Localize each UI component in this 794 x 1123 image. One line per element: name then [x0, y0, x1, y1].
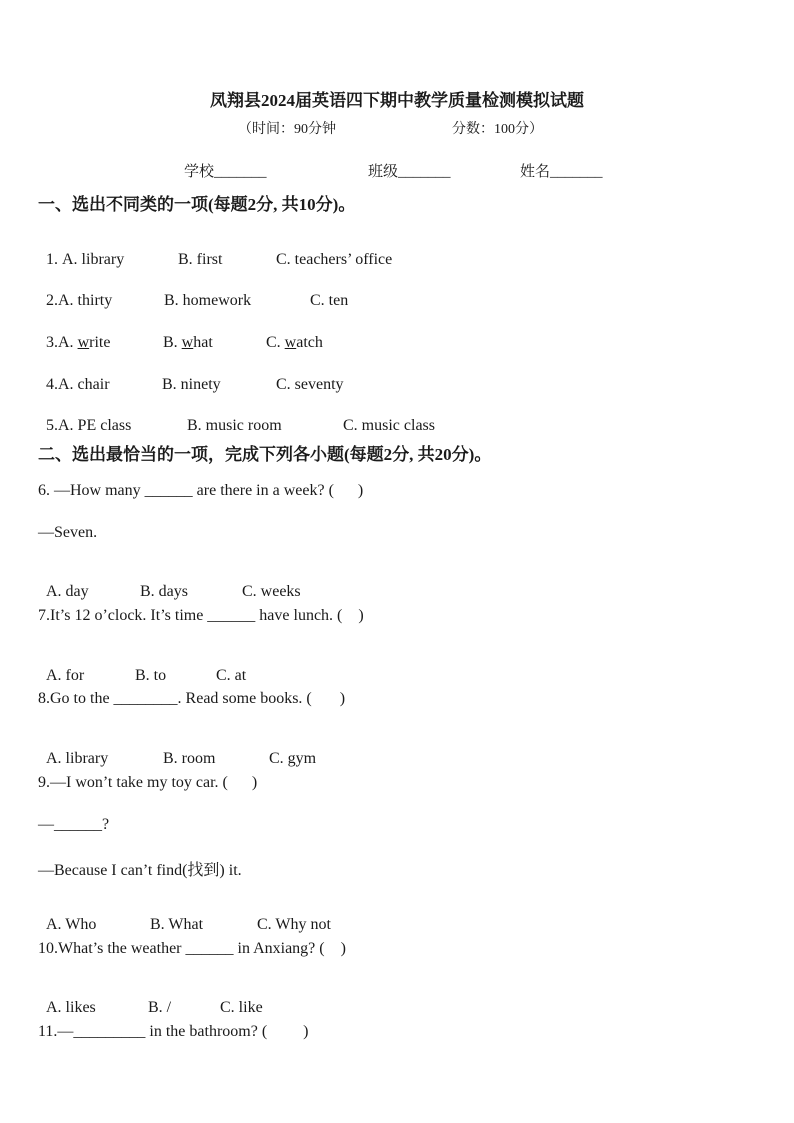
option-b: B. what: [163, 334, 213, 351]
option-a: A. library: [62, 251, 125, 268]
option-b: B. homework: [164, 292, 252, 309]
option-c: C. ten: [310, 292, 349, 309]
option-c: C. gym: [269, 750, 317, 767]
question-11-text: 11.—_________ in the bathroom? ( ): [38, 1023, 309, 1040]
exam-time: （时间：90分钟: [238, 122, 336, 137]
option-b: B. What: [150, 916, 204, 933]
option-c: C. teachers’ office: [276, 251, 393, 268]
option-c: C. at: [216, 667, 247, 684]
question-1: [38, 233, 392, 269]
question-4: [38, 358, 344, 394]
question-9-options: [38, 898, 331, 934]
option-b: B. music room: [187, 417, 282, 434]
option-c: C. music class: [343, 417, 435, 434]
question-7-text: 7.It’s 12 o’clock. It’s time ______ have lunch. ( ): [38, 607, 364, 624]
option-a: A. write: [58, 334, 111, 351]
question-9-reply: —Because I can’t find(找到) it.: [38, 862, 242, 879]
option-a: A. chair: [58, 376, 110, 393]
question-6-reply: —Seven.: [38, 524, 98, 541]
section-1-heading: 一、选出不同类的一项(每题2分, 共10分)。: [38, 195, 356, 214]
question-3: [38, 316, 323, 352]
option-a: A. library: [46, 750, 109, 767]
question-9-blank: —______?: [38, 816, 110, 833]
name-field: 姓名_______: [520, 164, 603, 180]
option-c: C. seventy: [276, 376, 344, 393]
exam-title: 凤翔县2024届英语四下期中教学质量检测模拟试题: [210, 91, 584, 110]
option-c: C. Why not: [257, 916, 331, 933]
question-number: 3.: [46, 334, 58, 351]
question-10-options: [38, 981, 263, 1017]
option-b: B. /: [148, 999, 172, 1016]
question-number: 1.: [46, 251, 62, 268]
option-a: A. for: [46, 667, 85, 684]
section-2-heading: 二、选出最恰当的一项，完成下列各小题(每题2分, 共20分)。: [38, 445, 492, 464]
question-6-text: 6. —How many ______ are there in a week? ( ): [38, 482, 364, 499]
question-7-options: [38, 649, 246, 685]
option-b: B. ninety: [162, 376, 221, 393]
option-b: B. room: [163, 750, 216, 767]
option-b: B. to: [135, 667, 167, 684]
question-2: [38, 274, 348, 310]
question-number: 4.: [46, 376, 58, 393]
option-c: C. like: [220, 999, 263, 1016]
school-field: 学校_______: [184, 164, 267, 180]
option-a: A. thirty: [58, 292, 113, 309]
option-c: C. watch: [266, 334, 323, 351]
question-8-text: 8.Go to the ________. Read some books. ( ): [38, 690, 346, 707]
option-b: B. days: [140, 583, 188, 600]
question-6-options: [38, 565, 301, 601]
option-a: A. day: [46, 583, 89, 600]
question-5: [38, 399, 435, 435]
question-number: 5.: [46, 417, 58, 434]
option-a: A. likes: [46, 999, 96, 1016]
question-9-text: 9.—I won’t take my toy car. ( ): [38, 774, 258, 791]
class-field: 班级_______: [368, 164, 451, 180]
option-c: C. weeks: [242, 583, 301, 600]
exam-score: 分数：100分）: [452, 122, 543, 137]
question-10-text: 10.What’s the weather ______ in Anxiang? ( ): [38, 940, 346, 957]
option-a: A. PE class: [58, 417, 132, 434]
option-b: B. first: [178, 251, 223, 268]
question-number: 2.: [46, 292, 58, 309]
question-8-options: [38, 732, 316, 768]
option-a: A. Who: [46, 916, 97, 933]
